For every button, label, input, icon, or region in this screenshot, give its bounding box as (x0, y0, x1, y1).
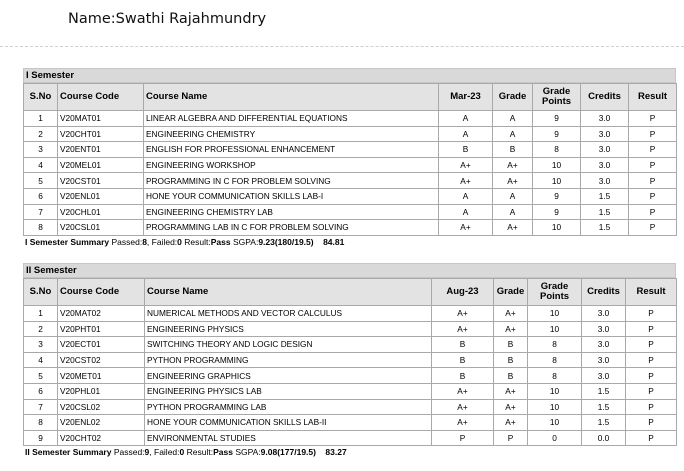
cell-sno: 8 (24, 220, 58, 236)
summary-sgpa-label: SGPA: (232, 447, 261, 458)
cell-grade: A+ (494, 399, 528, 415)
cell-exam-grade: A+ (432, 383, 494, 399)
cell-result: P (626, 399, 677, 415)
table-row (24, 337, 677, 353)
cell-course-name: ENGINEERING PHYSICS (145, 321, 432, 337)
cell-grade: A+ (493, 157, 533, 173)
cell-course-name: ENGINEERING PHYSICS LAB (145, 383, 432, 399)
summary-percentage: 83.27 (325, 447, 347, 458)
cell-sno: 2 (24, 126, 58, 142)
cell-credits: 3.0 (581, 126, 629, 142)
cell-credits: 3.0 (582, 352, 626, 368)
cell-course-name: HONE YOUR COMMUNICATION SKILLS LAB-I (144, 188, 439, 204)
cell-course-code: V20ECT01 (58, 337, 145, 353)
table-row (24, 368, 677, 384)
summary-label: II Semester Summary (25, 447, 112, 458)
cell-exam-grade: A+ (439, 173, 493, 189)
cell-course-name: LINEAR ALGEBRA AND DIFFERENTIAL EQUATIONS (144, 111, 439, 127)
summary-passed-label: Passed: (111, 447, 145, 458)
cell-exam-grade: B (432, 352, 494, 368)
results-table (23, 278, 677, 446)
cell-exam-grade: A (439, 188, 493, 204)
cell-credits: 1.5 (582, 399, 626, 415)
cell-grade-points: 10 (533, 220, 581, 236)
cell-grade: P (494, 430, 528, 446)
table-row (24, 188, 677, 204)
cell-exam-grade: A+ (432, 306, 494, 322)
cell-grade-points: 8 (528, 368, 582, 384)
col-header-result: Result (629, 84, 677, 111)
table-body (24, 306, 677, 446)
cell-grade-points: 8 (533, 142, 581, 158)
cell-grade-points: 10 (528, 399, 582, 415)
cell-result: P (629, 142, 677, 158)
cell-credits: 3.0 (581, 157, 629, 173)
cell-credits: 1.5 (582, 383, 626, 399)
col-header-credits: Credits (582, 279, 626, 306)
cell-credits: 3.0 (581, 111, 629, 127)
cell-sno: 8 (24, 415, 58, 431)
cell-credits: 3.0 (582, 306, 626, 322)
cell-grade: A (493, 204, 533, 220)
table-row (24, 306, 677, 322)
cell-result: P (626, 306, 677, 322)
cell-credits: 3.0 (582, 368, 626, 384)
table-row (24, 157, 677, 173)
results-table (23, 83, 677, 236)
cell-course-name: PROGRAMMING IN C FOR PROBLEM SOLVING (144, 173, 439, 189)
semester-title: II Semester (23, 263, 676, 278)
cell-sno: 5 (24, 173, 58, 189)
cell-grade-points: 10 (528, 321, 582, 337)
cell-course-name: ENGINEERING CHEMISTRY LAB (144, 204, 439, 220)
cell-grade: B (494, 352, 528, 368)
cell-exam-grade: A (439, 204, 493, 220)
cell-credits: 1.5 (581, 204, 629, 220)
cell-result: P (629, 204, 677, 220)
cell-result: P (629, 188, 677, 204)
summary-failed: 0 (177, 236, 182, 247)
cell-course-code: V20MAT01 (58, 111, 144, 127)
cell-sno: 1 (24, 111, 58, 127)
cell-credits: 3.0 (581, 173, 629, 189)
cell-grade: A+ (493, 173, 533, 189)
header-line: Grade (542, 86, 571, 97)
cell-result: P (626, 368, 677, 384)
header-line: Points (539, 291, 570, 302)
cell-sno: 6 (24, 188, 58, 204)
cell-course-code: V20CHL01 (58, 204, 144, 220)
table-row (24, 399, 677, 415)
cell-credits: 3.0 (581, 142, 629, 158)
cell-course-name: PYTHON PROGRAMMING LAB (145, 399, 432, 415)
summary-label: I Semester Summary (25, 236, 110, 247)
col-header-course-code: Course Code (58, 84, 144, 111)
cell-course-name: ENVIRONMENTAL STUDIES (145, 430, 432, 446)
cell-credits: 1.5 (581, 220, 629, 236)
table-row (24, 204, 677, 220)
divider (0, 46, 684, 47)
cell-grade: A (493, 111, 533, 127)
table-row (24, 220, 677, 236)
header-line: Points (541, 96, 572, 107)
cell-result: P (629, 126, 677, 142)
cell-credits: 3.0 (582, 321, 626, 337)
cell-grade-points: 9 (533, 111, 581, 127)
summary-sgpa: 9.08(177/19.5) (260, 447, 316, 458)
cell-grade-points: 10 (533, 173, 581, 189)
cell-result: P (626, 337, 677, 353)
cell-credits: 0.0 (582, 430, 626, 446)
summary-failed-label: , Failed: (149, 447, 180, 458)
table-row (24, 321, 677, 337)
summary-sgpa: 9.23(180/19.5) (258, 236, 314, 247)
cell-grade: B (493, 142, 533, 158)
col-header-result: Result (626, 279, 677, 306)
cell-course-code: V20CSL01 (58, 220, 144, 236)
cell-exam-grade: A+ (439, 220, 493, 236)
cell-grade-points: 9 (533, 188, 581, 204)
cell-course-name: NUMERICAL METHODS AND VECTOR CALCULUS (145, 306, 432, 322)
semester-1-section (23, 68, 676, 249)
cell-exam-grade: B (432, 337, 494, 353)
summary-passed: 8 (142, 236, 147, 247)
cell-grade: B (494, 368, 528, 384)
semester-title: I Semester (23, 68, 676, 83)
cell-course-code: V20MEL01 (58, 157, 144, 173)
col-header-grade-points (528, 279, 582, 306)
cell-course-code: V20CHT02 (58, 430, 145, 446)
cell-grade-points: 8 (528, 337, 582, 353)
cell-exam-grade: B (432, 368, 494, 384)
cell-result: P (629, 157, 677, 173)
summary-percentage: 84.81 (323, 236, 345, 247)
cell-exam-grade: A+ (439, 157, 493, 173)
cell-result: P (626, 352, 677, 368)
cell-credits: 1.5 (582, 415, 626, 431)
summary-sgpa-label: SGPA: (230, 236, 259, 247)
table-row (24, 383, 677, 399)
cell-course-code: V20PHL01 (58, 383, 145, 399)
col-header-grade-points (533, 84, 581, 111)
table-body (24, 111, 677, 236)
student-name: Name:Swathi Rajahmundry (68, 11, 267, 27)
cell-sno: 6 (24, 383, 58, 399)
cell-sno: 4 (24, 157, 58, 173)
cell-course-name: SWITCHING THEORY AND LOGIC DESIGN (145, 337, 432, 353)
cell-course-name: HONE YOUR COMMUNICATION SKILLS LAB-II (145, 415, 432, 431)
cell-grade: A (493, 188, 533, 204)
cell-sno: 1 (24, 306, 58, 322)
table-row (24, 142, 677, 158)
cell-sno: 3 (24, 337, 58, 353)
table-row (24, 173, 677, 189)
col-header-exam: Mar-23 (439, 84, 493, 111)
cell-grade: A+ (494, 321, 528, 337)
table-header-row (24, 279, 677, 306)
cell-result: P (629, 111, 677, 127)
col-header-course-name: Course Name (145, 279, 432, 306)
cell-grade-points: 10 (533, 157, 581, 173)
cell-sno: 4 (24, 352, 58, 368)
table-row (24, 415, 677, 431)
cell-grade-points: 9 (533, 204, 581, 220)
cell-course-name: PYTHON PROGRAMMING (145, 352, 432, 368)
cell-sno: 9 (24, 430, 58, 446)
cell-exam-grade: B (439, 142, 493, 158)
cell-course-code: V20CST01 (58, 173, 144, 189)
cell-grade-points: 0 (528, 430, 582, 446)
cell-result: P (629, 173, 677, 189)
cell-course-code: V20ENT01 (58, 142, 144, 158)
col-header-course-name: Course Name (144, 84, 439, 111)
table-header-row (24, 84, 677, 111)
cell-grade: A (493, 126, 533, 142)
summary-result-label: Result: (184, 447, 214, 458)
cell-grade-points: 8 (528, 352, 582, 368)
semester-summary (23, 446, 676, 459)
summary-failed: 0 (179, 447, 185, 458)
cell-result: P (626, 321, 677, 337)
summary-passed: 9 (144, 447, 150, 458)
cell-sno: 7 (24, 399, 58, 415)
cell-grade-points: 10 (528, 383, 582, 399)
cell-grade: A+ (493, 220, 533, 236)
cell-course-name: ENGLISH FOR PROFESSIONAL ENHANCEMENT (144, 142, 439, 158)
cell-exam-grade: A+ (432, 321, 494, 337)
cell-course-code: V20MET01 (58, 368, 145, 384)
cell-course-code: V20MAT02 (58, 306, 145, 322)
semester-summary (23, 236, 676, 249)
cell-sno: 3 (24, 142, 58, 158)
cell-course-name: PROGRAMMING LAB IN C FOR PROBLEM SOLVING (144, 220, 439, 236)
cell-course-code: V20CHT01 (58, 126, 144, 142)
col-header-sno: S.No (24, 84, 58, 111)
table-row (24, 126, 677, 142)
cell-sno: 5 (24, 368, 58, 384)
cell-credits: 3.0 (582, 337, 626, 353)
col-header-credits: Credits (581, 84, 629, 111)
cell-course-name: ENGINEERING CHEMISTRY (144, 126, 439, 142)
cell-grade: A+ (494, 415, 528, 431)
summary-result: Pass (213, 447, 233, 458)
cell-grade-points: 10 (528, 306, 582, 322)
cell-course-code: V20PHT01 (58, 321, 145, 337)
summary-failed-label: , Failed: (146, 236, 178, 247)
cell-course-name: ENGINEERING GRAPHICS (145, 368, 432, 384)
cell-course-code: V20ENL01 (58, 188, 144, 204)
cell-course-name: ENGINEERING WORKSHOP (144, 157, 439, 173)
summary-result-label: Result: (181, 236, 211, 247)
col-header-exam: Aug-23 (432, 279, 494, 306)
summary-result: Pass (210, 236, 231, 247)
cell-result: P (626, 430, 677, 446)
col-header-grade: Grade (493, 84, 533, 111)
col-header-grade: Grade (494, 279, 528, 306)
cell-grade: B (494, 337, 528, 353)
col-header-course-code: Course Code (58, 279, 145, 306)
cell-exam-grade: A (439, 111, 493, 127)
cell-course-code: V20ENL02 (58, 415, 145, 431)
header-line: Grade (540, 281, 569, 292)
semester-2-section (23, 263, 676, 459)
cell-course-code: V20CSL02 (58, 399, 145, 415)
cell-result: P (626, 415, 677, 431)
cell-grade-points: 9 (533, 126, 581, 142)
cell-exam-grade: A+ (432, 415, 494, 431)
cell-grade: A+ (494, 306, 528, 322)
cell-exam-grade: P (432, 430, 494, 446)
cell-exam-grade: A+ (432, 399, 494, 415)
col-header-sno: S.No (24, 279, 58, 306)
table-row (24, 111, 677, 127)
cell-course-code: V20CST02 (58, 352, 145, 368)
cell-result: P (626, 383, 677, 399)
cell-grade: A+ (494, 383, 528, 399)
cell-result: P (629, 220, 677, 236)
cell-credits: 1.5 (581, 188, 629, 204)
cell-sno: 2 (24, 321, 58, 337)
cell-grade-points: 10 (528, 415, 582, 431)
table-row (24, 430, 677, 446)
cell-exam-grade: A (439, 126, 493, 142)
summary-passed-label: Passed: (109, 236, 143, 247)
cell-sno: 7 (24, 204, 58, 220)
table-row (24, 352, 677, 368)
